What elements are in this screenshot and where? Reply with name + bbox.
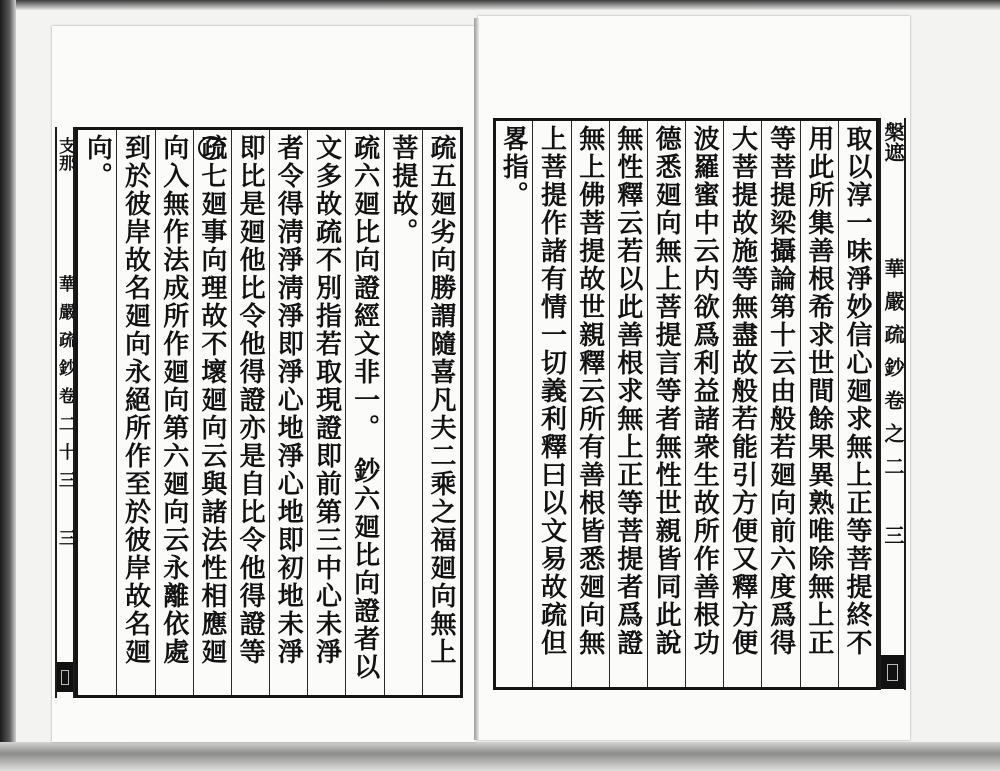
right-column-2: 用此所集善根希求世間餘果異熟唯除無上正 (800, 121, 838, 687)
right-column-4: 大菩提故施等無盡故般若能引方便又釋方便 (723, 121, 761, 687)
left-column-5: 者令得淸淨淸淨即淨心地淨心地即初地未淨 (269, 130, 307, 695)
right-column-5: 波羅蜜中云内欲爲利益諸衆生故所作善根功 (685, 121, 723, 687)
scan-edge-top (0, 0, 1000, 10)
left-column-2: 菩提故。 (384, 130, 422, 695)
right-margin-title: 華嚴疏鈔卷之二 (881, 258, 905, 489)
right-column-6: 德悉廻向無上菩提言等者無性世親皆同此說 (647, 121, 685, 687)
left-fishtail-mark (57, 662, 73, 692)
left-page-margin-band (55, 127, 75, 698)
right-column-1: 取以淳一味淨妙信心廻求無上正等菩提終不 (838, 121, 876, 687)
left-margin-top-text: 支那 (55, 137, 75, 171)
right-column-7: 無性釋云若以此善根求無上正等菩提者爲證 (609, 121, 647, 687)
right-page-margin-band (879, 118, 906, 690)
scan-edge-left (0, 0, 16, 771)
left-column-3: 疏六廻比向證經文非一。 鈔六廻比向證者以 (345, 130, 383, 695)
right-column-9: 上菩提作諸有情一切義利釋曰以文易故疏但 (532, 121, 570, 687)
left-page-text-frame (75, 127, 463, 698)
left-column-8: 向入無作法成所作廻向第六廻向云永離依處 (155, 130, 193, 695)
handwritten-circle-mark (198, 136, 224, 160)
left-column-10: 向。 (82, 134, 113, 190)
right-column-10: 畧指。 (498, 125, 529, 209)
right-margin-leaf-number: 三 (881, 525, 905, 545)
left-margin-leaf-number: 三 (55, 529, 75, 546)
right-fishtail-mark (881, 655, 904, 689)
left-column-1: 疏五廻劣向勝謂隨喜凡夫二乘之福廻向無上 (422, 130, 460, 695)
scan-edge-bottom (0, 742, 1000, 771)
book-gutter (474, 18, 479, 740)
right-page-text-frame (493, 118, 879, 690)
left-column-4: 文多故疏不別指若取現證即前第三中心未淨 (307, 130, 345, 695)
right-column-8: 無上佛菩提故世親釋云所有善根皆悉廻向無 (571, 121, 609, 687)
left-column-7: 疏七廻事向理故不壞廻向云與諸法性相應廻 (193, 130, 231, 695)
right-margin-top-text: 槃遮 (881, 122, 905, 162)
left-column-9: 到於彼岸故名廻向永絕所作至於彼岸故名廻 (116, 130, 154, 695)
left-margin-title: 華嚴疏鈔卷二十三 (55, 275, 75, 499)
left-column-6: 即比是廻他比令他得證亦是自比令他得證等 (231, 130, 269, 695)
right-column-3: 等菩提梁攝論第十云由般若廻向前六度爲得 (761, 121, 799, 687)
